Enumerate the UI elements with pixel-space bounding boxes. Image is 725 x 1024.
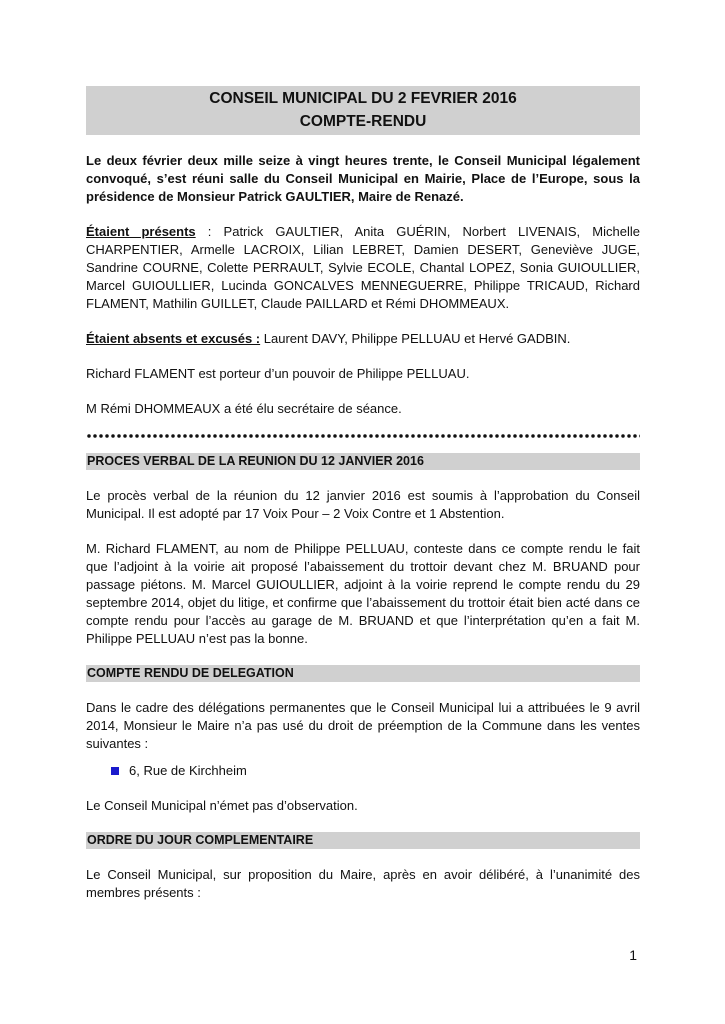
page-title: CONSEIL MUNICIPAL DU 2 FEVRIER 2016 — [209, 90, 517, 107]
section-heading-ordre: ORDRE DU JOUR COMPLEMENTAIRE — [86, 832, 640, 849]
list-item — [111, 762, 640, 780]
section-heading-pv: PROCES VERBAL DE LA REUNION DU 12 JANVIER 2016 — [86, 453, 640, 470]
absents-list: Laurent DAVY, Philippe PELLUAU et Hervé GADBIN. — [260, 331, 571, 346]
list-item-text: 6, Rue de Kirchheim — [129, 763, 247, 778]
presents-separator: : — [195, 224, 224, 239]
dotted-divider — [86, 433, 640, 439]
page-subtitle: COMPTE-RENDU — [299, 113, 427, 130]
delegation-paragraph-1: Dans le cadre des délégations permanentes que le Conseil Municipal lui a attribuées le 9 avril 2014, Monsieur le Maire n’a pas usé du droit de préemption de la Commune dans les ventes suivantes : — [86, 700, 640, 751]
delegation-paragraph-2: Le Conseil Municipal n’émet pas d’observation. — [86, 798, 358, 813]
section-heading-delegation: COMPTE RENDU DE DELEGATION — [86, 665, 640, 682]
pv-paragraph-2: M. Richard FLAMENT, au nom de Philippe PELLUAU, conteste dans ce compte rendu le fait que l’adjoint à la voirie ait proposé l’abaissement du trottoir devant chez M. BRUAND pour passage piétons. M. Marcel GUIOULLIER, adjoint à la voirie reprend le compte rendu du 29 septembre 2014, objet du litige, et confirme que l’abaissement du trottoir était bien acté dans ce compte rendu pour l’accès au garage de M. BRUAND et que l’interprétation qu’en a fait M. Philippe PELLUAU n’est pas la bonne. — [86, 541, 640, 646]
presents-list: Patrick GAULTIER, Anita GUÉRIN, Norbert LIVENAIS, Michelle CHARPENTIER, Armelle LACROIX, Lilian LEBRET, Damien DESERT, Geneviève JUGE, Sandrine COURNE, Colette PERRAULT, Sylvie ECOLE, Chantal LOPEZ, Sonia GUIOULLIER, Marcel GUIOULLIER, Lucinda GONCALVES MENNEGUERRE, Philippe TRICAUD, Richard FLAMENT, Mathilin GUILLET, Claude PAILLARD et Rémi DHOMMEAUX. — [86, 224, 640, 311]
secretaire-paragraph: M Rémi DHOMMEAUX a été élu secrétaire de séance. — [86, 401, 402, 416]
ordre-paragraph-1: Le Conseil Municipal, sur proposition du Maire, après en avoir délibéré, à l’unanimité des membres présents : — [86, 867, 640, 900]
document-page — [86, 86, 640, 902]
title-box — [86, 86, 640, 135]
square-bullet-icon — [111, 767, 119, 775]
pouvoir-paragraph: Richard FLAMENT est porteur d’un pouvoir de Philippe PELLUAU. — [86, 366, 470, 381]
presents-label: Étaient présents — [86, 224, 196, 239]
absents-paragraph — [86, 330, 640, 348]
absents-label: Étaient absents et excusés : — [86, 331, 261, 346]
page-number: 1 — [629, 947, 637, 963]
presents-paragraph — [86, 223, 640, 313]
intro-paragraph: Le deux février deux mille seize à vingt heures trente, le Conseil Municipal légalement convoqué, s’est réuni salle du Conseil Municipal en Mairie, Place de l’Europe, sous la présidence de Monsieur Patrick GAULTIER, Maire de Renazé. — [86, 153, 640, 204]
pv-paragraph-1: Le procès verbal de la réunion du 12 janvier 2016 est soumis à l’approbation du Conseil Municipal. Il est adopté par 17 Voix Pour – 2 Voix Contre et 1 Abstention. — [86, 488, 640, 521]
